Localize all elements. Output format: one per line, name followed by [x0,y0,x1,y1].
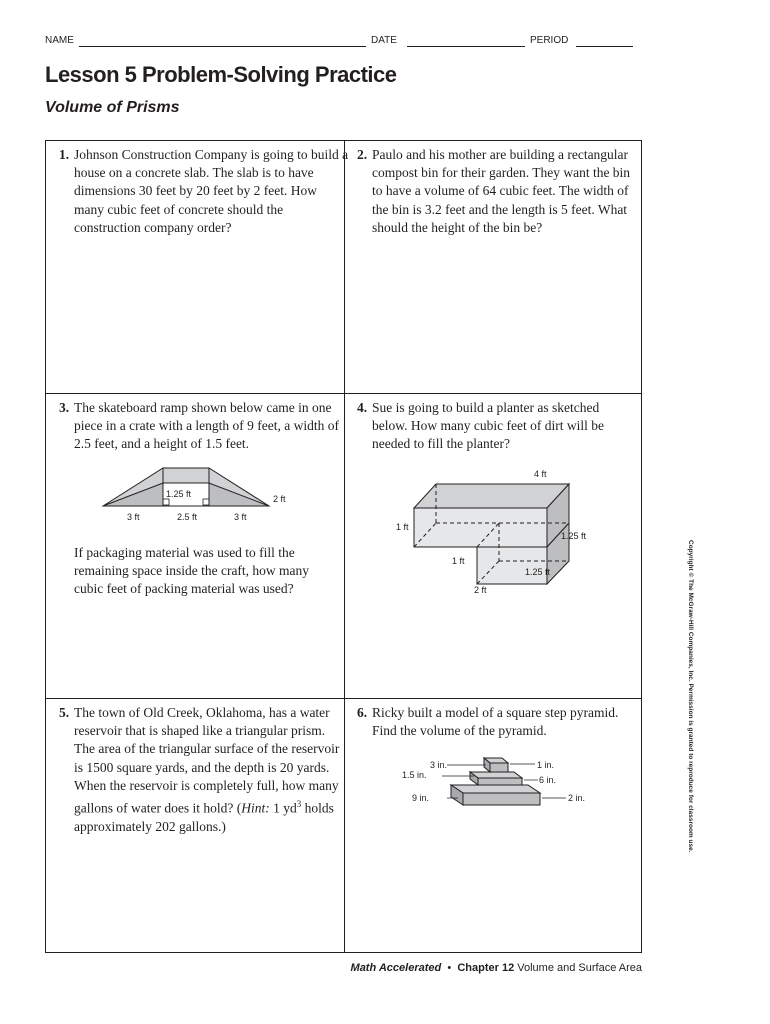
step-pyramid-figure [398,745,598,820]
problem-3-followup [59,544,329,599]
problem-text-part: 1 yd [269,800,297,816]
problem-text: Sue is going to build a planter as sketched below. How many cubic feet of dirt will be needed to fill the planter? [372,400,604,452]
planter-bottom-length-label: 2 ft [474,585,487,595]
problem-3 [59,399,349,454]
problem-number: 1. [59,147,70,162]
copyright-text: Copyright © The McGraw-Hill Companies, Inc. Permission is granted to reproduce for classroom use. [687,540,694,853]
problem-5 [59,704,342,836]
planter-figure [391,466,611,601]
planter-top-length-label: 4 ft [534,469,547,479]
problem-text-part: holds approximately 202 gallons.) [74,800,334,834]
problem-4 [357,399,637,454]
problem-followup-text: If packaging material was used to fill the remaining space inside the craft, how many cubic feet of packing material was used? [74,545,310,597]
footer-bullet: • [447,962,452,974]
page-title: Lesson 5 Problem-Solving Practice [45,62,397,87]
period-label: PERIOD [530,35,569,46]
planter-top-depth-label: 1.25 ft [561,531,587,541]
problem-number: 3. [59,400,70,415]
problem-2 [357,146,632,237]
grid-divider-vertical [344,141,345,952]
date-blank [407,46,525,47]
problem-text: Johnson Construction Company is going to build a house on a concrete slab. The slab is to have dimensions 30 feet by 20 feet by 2 feet. How many cubic feet of concrete should the construction company order? [74,147,349,235]
problem-text [74,704,342,836]
footer-chapter-title: Volume and Surface Area [517,962,642,974]
pyramid-mid-width-label: 6 in. [539,775,557,785]
ramp-width-label: 2 ft [273,494,286,504]
name-blank [79,46,366,47]
pyramid-step-height-label: 1 in. [537,760,555,770]
period-blank [576,46,633,47]
problem-1 [59,146,349,237]
ramp-middle-label: 2.5 ft [177,512,198,522]
pyramid-base-side-label: 9 in. [412,793,430,803]
problem-text: Ricky built a model of a square step pyramid. Find the volume of the pyramid. [372,705,619,739]
ramp-right-label: 3 ft [234,512,247,522]
grid-divider-row2 [46,698,641,699]
skateboard-ramp-figure [101,466,301,531]
footer-book-title: Math Accelerated [350,962,442,974]
problem-grid [45,140,642,953]
pyramid-mid-side-label: 1.5 in. [402,770,427,780]
problem-text-part: The town of Old Creek, Oklahoma, has a water reservoir that is shaped like a triangular prism. The area of the triangular surface of the reservoir is 1500 square yards, and the depth is 20 yards. When the reservoir is completely full, how many gallons of water does it hold? ( [74,705,340,816]
problem-number: 6. [357,705,368,720]
problem-text: Paulo and his mother are building a rectangular compost bin for their garden. They want the bin to have a volume of 64 cubic feet. The width of the bin is 3.2 feet and the length is 5 feet. What should the height of the bin be? [372,147,631,235]
planter-bottom-depth-label: 1.25 ft [525,567,551,577]
planter-bottom-height-label: 1 ft [452,556,465,566]
pyramid-top-side-label: 3 in. [430,760,448,770]
problem-number: 5. [59,705,70,720]
page-footer [351,962,642,974]
problem-6 [357,704,637,740]
superscript: 3 [296,799,302,810]
planter-top-height-label: 1 ft [396,522,409,532]
header-line [45,35,645,49]
problem-number: 4. [357,400,368,415]
problem-text: The skateboard ramp shown below came in one piece in a crate with a length of 9 feet, a width of 2.5 feet, and a height of 1.5 feet. [74,400,340,452]
pyramid-base-height-label: 2 in. [568,793,586,803]
date-label: DATE [371,35,397,46]
hint-label: Hint: [241,800,270,816]
copyright-notice [683,540,697,880]
ramp-height-label: 1.25 ft [166,489,192,499]
footer-chapter: Chapter 12 [457,962,515,974]
grid-divider-row1 [46,393,641,394]
ramp-left-label: 3 ft [127,512,140,522]
name-label: NAME [45,35,74,46]
page-subtitle: Volume of Prisms [45,99,180,116]
problem-number: 2. [357,147,368,162]
